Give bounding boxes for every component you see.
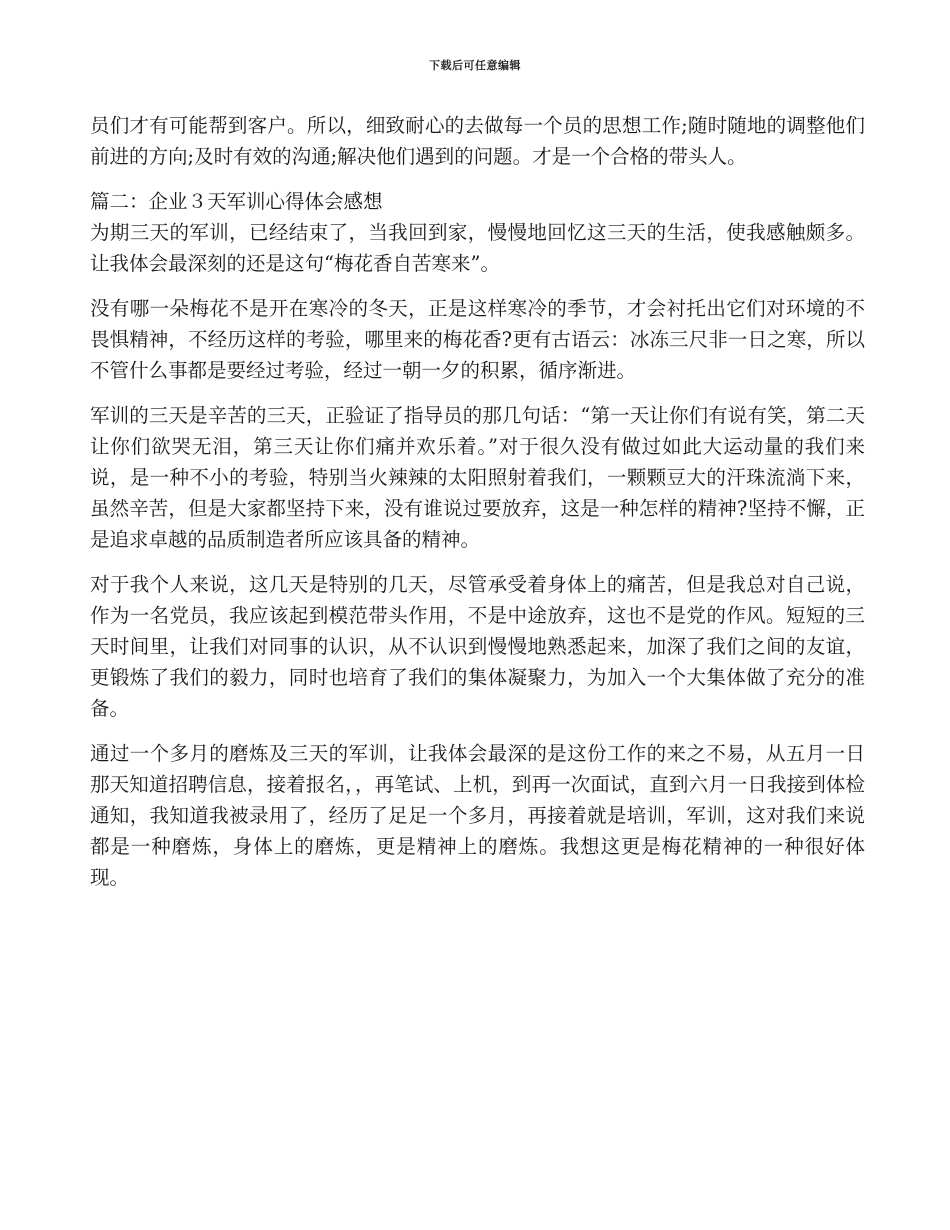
paragraph-2: 没有哪一朵梅花不是开在寒冷的冬天，正是这样寒冷的季节，才会衬托出它们对环境的不畏惧精神，不经历这样的考验，哪里来的梅花香?更有古语云：冰冻三尺非一日之寒，所以不管什么事都是要经过考验，经过一朝一夕的积累，循序渐进。: [90, 297, 865, 382]
document-body: [90, 110, 865, 907]
section-title: 篇二：企业３天军训心得体会感想: [90, 190, 383, 213]
page-header: 下载后可任意编辑: [429, 59, 521, 72]
paragraph-5: 通过一个多月的磨炼及三天的军训，让我体会最深的是这份工作的来之不易，从五月一日那天知道招聘信息，接着报名，，再笔试、上机，到再一次面试，直到六月一日我接到体检通知，我知道我被录用了，经历了足足一个多月，再接着就是培训，军训，这对我们来说都是一种磨炼，身体上的磨炼，更是精神上的磨炼。我想这更是梅花精神的一种很好体现。: [90, 742, 865, 889]
paragraph-3: 军训的三天是辛苦的三天，正验证了指导员的那几句话：“第一天让你们有说有笑，第二天让你们欲哭无泪，第三天让你们痛并欢乐着。”对于很久没有做过如此大运动量的我们来说，是一种不小的考验，特别当火辣辣的太阳照射着我们，一颗颗豆大的汗珠流淌下来，虽然辛苦，但是大家都坚持下来，没有谁说过要放弃，这是一种怎样的精神?坚持不懈，正是追求卓越的品质制造者所应该具备的精神。: [90, 404, 865, 551]
paragraph-4: 对于我个人来说，这几天是特别的几天，尽管承受着身体上的痛苦，但是我总对自己说，作为一名党员，我应该起到模范带头作用，不是中途放弃，这也不是党的作风。短短的三天时间里，让我们对同事的认识，从不认识到慢慢地熟悉起来，加深了我们之间的友谊，更锻炼了我们的毅力，同时也培育了我们的集体凝聚力，为加入一个大集体做了充分的准备。: [90, 573, 865, 720]
paragraph-intro: 员们才有可能帮到客户。所以，细致耐心的去做每一个员的思想工作;随时随地的调整他们前进的方向;及时有效的沟通;解决他们遇到的问题。才是一个合格的带头人。: [90, 114, 865, 168]
paragraph-1: 为期三天的军训，已经结束了，当我回到家，慢慢地回忆这三天的生活，使我感触颇多。让我体会最深刻的还是这句“梅花香自苦寒来”。: [90, 221, 865, 275]
section: [90, 186, 865, 893]
